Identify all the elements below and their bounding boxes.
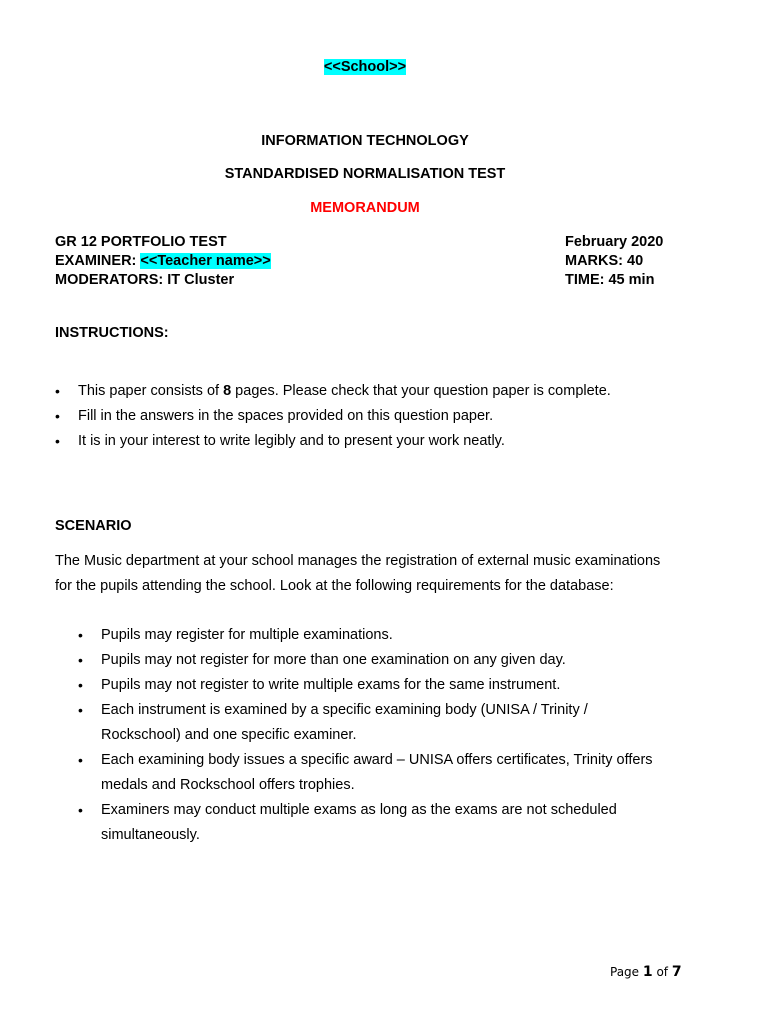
- instruction-item: [55, 429, 615, 454]
- instruction-text: It is in your interest to write legibly and to present your work neatly.: [78, 433, 505, 449]
- bullet-icon: •: [55, 433, 60, 449]
- examiner-name: <<Teacher name>>: [140, 253, 271, 269]
- requirement-item: [78, 623, 658, 648]
- instruction-text-pre: This paper consists of: [78, 383, 224, 399]
- requirements-list: [78, 623, 658, 848]
- instructions-heading: INSTRUCTIONS:: [55, 325, 169, 341]
- requirement-text: Pupils may not register to write multiple exams for the same instrument.: [101, 677, 561, 693]
- bullet-icon: •: [55, 408, 60, 424]
- info-row-moderators: [55, 271, 675, 290]
- portfolio-label: GR 12 PORTFOLIO TEST: [55, 234, 227, 250]
- bullet-icon: •: [78, 702, 83, 718]
- test-title: STANDARDISED NORMALISATION TEST: [224, 166, 506, 182]
- bullet-icon: •: [78, 677, 83, 693]
- requirement-text: Pupils may register for multiple examinations.: [101, 627, 393, 643]
- requirement-text: Examiners may conduct multiple exams as long as the exams are not scheduled simultaneously.: [101, 802, 617, 843]
- instruction-text-post: pages. Please check that your question paper is complete.: [231, 383, 611, 399]
- requirement-text: Each instrument is examined by a specific examining body (UNISA / Trinity / Rockschool) and one specific examiner.: [101, 702, 588, 743]
- page-footer: [610, 964, 682, 980]
- time-label: TIME: 45 min: [565, 272, 655, 288]
- page-word: Page: [610, 965, 643, 979]
- scenario-heading: SCENARIO: [55, 518, 132, 534]
- school-placeholder: [0, 59, 730, 75]
- page-count: 8: [223, 383, 232, 399]
- examiner-label: EXAMINER:: [55, 253, 141, 269]
- school-highlight: <<School>>: [323, 59, 407, 75]
- moderators-label: MODERATORS: IT Cluster: [55, 272, 235, 288]
- scenario-paragraph: The Music department at your school manages the registration of external music examinations for the pupils attending the school. Look at the following requirements for the database:: [55, 553, 661, 594]
- requirement-item: [78, 748, 658, 798]
- requirement-text: Pupils may not register for more than one examination on any given day.: [101, 652, 566, 668]
- info-row-examiner: [55, 252, 675, 271]
- memorandum-title: MEMORANDUM: [310, 200, 420, 216]
- marks-label: MARKS: 40: [565, 253, 644, 269]
- requirement-item: [78, 698, 658, 748]
- bullet-icon: •: [55, 383, 60, 399]
- page-total: 7: [671, 964, 682, 980]
- instruction-text: Fill in the answers in the spaces provided on this question paper.: [78, 408, 494, 424]
- requirement-text: Each examining body issues a specific award – UNISA offers certificates, Trinity offers medals and Rockschool offers trophies.: [101, 752, 653, 793]
- subject-title: INFORMATION TECHNOLOGY: [261, 133, 469, 149]
- exam-date: February 2020: [565, 234, 664, 250]
- bullet-icon: •: [78, 627, 83, 643]
- instruction-item: [55, 404, 615, 429]
- requirement-item: [78, 673, 658, 698]
- page-number: 1: [642, 964, 653, 980]
- instructions-list: [55, 379, 615, 454]
- bullet-icon: •: [78, 752, 83, 768]
- instruction-item: [55, 379, 615, 404]
- requirement-item: [78, 648, 658, 673]
- of-word: of: [652, 965, 672, 979]
- requirement-item: [78, 798, 658, 848]
- bullet-icon: •: [78, 652, 83, 668]
- info-row-portfolio: [55, 233, 675, 252]
- bullet-icon: •: [78, 802, 83, 818]
